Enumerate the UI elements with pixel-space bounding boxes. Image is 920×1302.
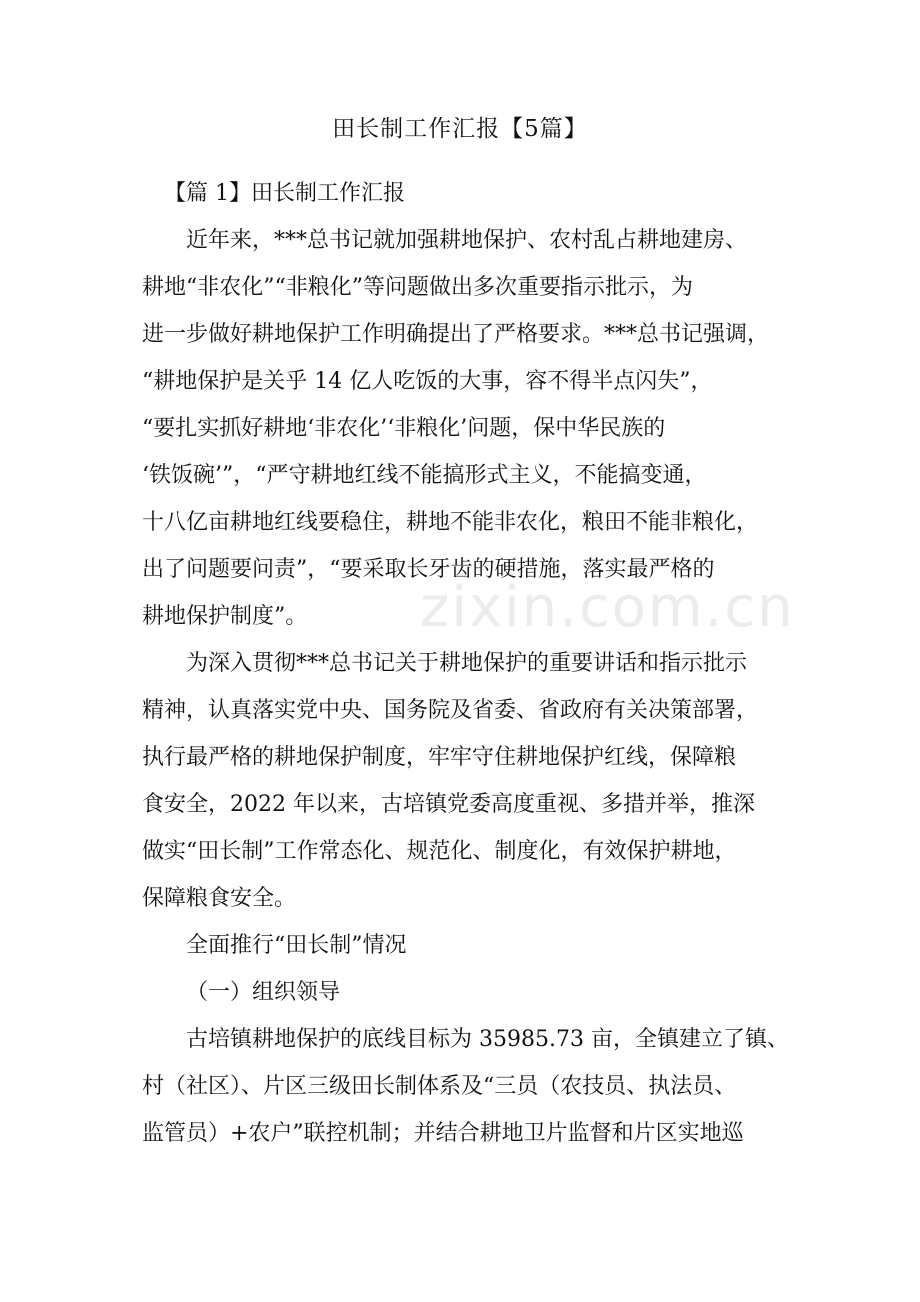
paragraph-line: 精神，认真落实党中央、国务院及省委、省政府有关决策部署，	[142, 698, 759, 723]
paragraph-line: 十八亿亩耕地红线要稳住，耕地不能非农化，粮田不能非粮化，	[142, 510, 759, 535]
paragraph-line: 近年来，***总书记就加强耕地保护、农村乱占耕地建房、	[186, 228, 748, 253]
paragraph-line: 做实“田长制”工作常态化、规范化、制度化，有效保护耕地，	[142, 839, 737, 864]
paragraph-line: 监管员）+农户”联控机制；并结合耕地卫片监督和片区实地巡	[142, 1121, 744, 1146]
section-heading: 【篇 1】田长制工作汇报	[164, 181, 405, 206]
paragraph-line: 进一步做好耕地保护工作明确提出了严格要求。***总书记强调，	[142, 322, 770, 347]
subsection-heading: （一）组织领导	[186, 980, 341, 1005]
paragraph-line: 村（社区）、片区三级田长制体系及“三员（农技员、执法员、	[142, 1074, 737, 1099]
paragraph-line: 古培镇耕地保护的底线目标为 35985.73 亩，全镇建立了镇、	[186, 1027, 789, 1052]
paragraph-line: “耕地保护是关乎 14 亿人吃饭的大事，容不得半点闪失”，	[142, 369, 713, 394]
paragraph-line: 出了问题要问责”，“要采取长牙齿的硬措施，落实最严格的	[142, 557, 715, 582]
paragraph-line: 执行最严格的耕地保护制度，牢牢守住耕地保护红线，保障粮	[142, 745, 737, 770]
watermark: zixin.com.cn	[420, 575, 795, 640]
paragraph-line: “要扎实抓好耕地‘非农化’‘非粮化’问题，保中华民族的	[142, 416, 666, 441]
paragraph-line: 保障粮食安全。	[142, 886, 297, 911]
document-title: 田长制工作汇报【5篇】	[332, 116, 588, 142]
paragraph-line: 耕地“非农化”“非粮化”等问题做出多次重要指示批示，为	[142, 275, 693, 300]
paragraph-line: 耕地保护制度”。	[142, 604, 308, 629]
paragraph-line: 食安全，2022 年以来，古培镇党委高度重视、多措并举，推深	[142, 792, 755, 817]
subsection-heading: 全面推行“田长制”情况	[186, 933, 407, 958]
paragraph-line: 为深入贯彻***总书记关于耕地保护的重要讲话和指示批示	[186, 651, 748, 676]
paragraph-line: ‘铁饭碗’”，“严守耕地红线不能搞形式主义，不能搞变通，	[142, 463, 707, 488]
